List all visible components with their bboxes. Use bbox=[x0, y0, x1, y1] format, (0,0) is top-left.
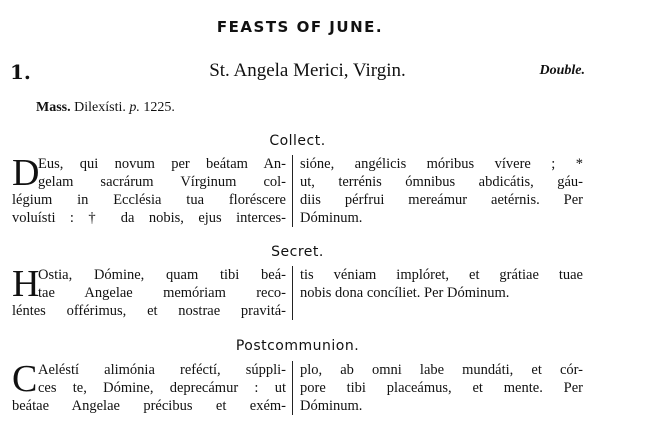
feast-heading bbox=[10, 60, 585, 84]
secret-title: Secret. bbox=[271, 244, 324, 260]
collect-right-line: diis pérfrui mereámur aetérnis. Per bbox=[300, 192, 583, 208]
mass-name: Dilexísti. bbox=[74, 100, 126, 115]
feast-number: 1. bbox=[10, 60, 31, 84]
collect-left-line: voluísti : † da nobis, ejus interces- bbox=[12, 210, 286, 226]
secret-left-line: tae Angelae memóriam reco- bbox=[38, 285, 286, 301]
running-head: FEASTS OF JUNE. bbox=[216, 18, 384, 36]
collect-right-line: Dóminum. bbox=[300, 210, 363, 226]
collect-dropcap: D bbox=[12, 152, 40, 194]
postcommunion-left-line: Aeléstí alimónia reféctí, súppli- bbox=[38, 362, 286, 378]
secret-body bbox=[12, 263, 592, 320]
secret-right-line: tis véniam implóret, et grátiae tuae bbox=[300, 267, 583, 283]
postcommunion-right-column bbox=[293, 361, 583, 415]
postcommunion-body bbox=[12, 358, 592, 415]
mass-page: 1225. bbox=[143, 100, 175, 115]
collect-left-line: gelam sacrárum Vírginum col- bbox=[38, 174, 286, 190]
collect-left-line: Eus, qui novum per beátam An- bbox=[38, 156, 286, 172]
postcommunion-title: Postcommunion. bbox=[235, 338, 360, 354]
secret-left-line: léntes offérimus, et nostrae pravitá- bbox=[12, 303, 286, 319]
collect-left-column bbox=[12, 152, 293, 227]
collect-body bbox=[12, 152, 592, 227]
collect-right-line: sióne, angélicis móribus vívere ; * bbox=[300, 156, 583, 172]
feast-rank: Double. bbox=[539, 63, 585, 78]
mass-reference bbox=[36, 100, 175, 116]
postcommunion-dropcap: C bbox=[12, 358, 38, 400]
collect-right-column bbox=[293, 155, 583, 227]
postcommunion-left-line: ces te, Dómine, deprecámur : ut bbox=[38, 380, 286, 396]
postcommunion-right-line: pore tibi placeámus, et mente. Per bbox=[300, 380, 583, 396]
page-prefix: p. bbox=[129, 100, 140, 115]
collect-left-line: légium in Ecclésia tua floréscere bbox=[12, 192, 286, 208]
secret-right-line: nobis dona concíliet. Per Dóminum. bbox=[300, 285, 510, 301]
postcommunion-left-column bbox=[12, 358, 293, 415]
secret-left-column bbox=[12, 263, 293, 320]
secret-left-line: Ostia, Dómine, quam tibi beá- bbox=[38, 267, 286, 283]
postcommunion-left-line: beátae Angelae précibus et exém- bbox=[12, 398, 286, 414]
feast-title: St. Angela Merici, Virgin. bbox=[209, 60, 406, 81]
collect-right-line: ut, terrénis ómnibus abdicátis, gáu- bbox=[300, 174, 583, 190]
secret-right-column bbox=[293, 266, 583, 320]
postcommunion-right-line: plo, ab omni labe mundáti, et cór- bbox=[300, 362, 583, 378]
mass-label: Mass. bbox=[36, 100, 71, 115]
collect-title: Collect. bbox=[269, 133, 326, 149]
postcommunion-right-line: Dóminum. bbox=[300, 398, 363, 414]
secret-dropcap: H bbox=[12, 263, 40, 305]
